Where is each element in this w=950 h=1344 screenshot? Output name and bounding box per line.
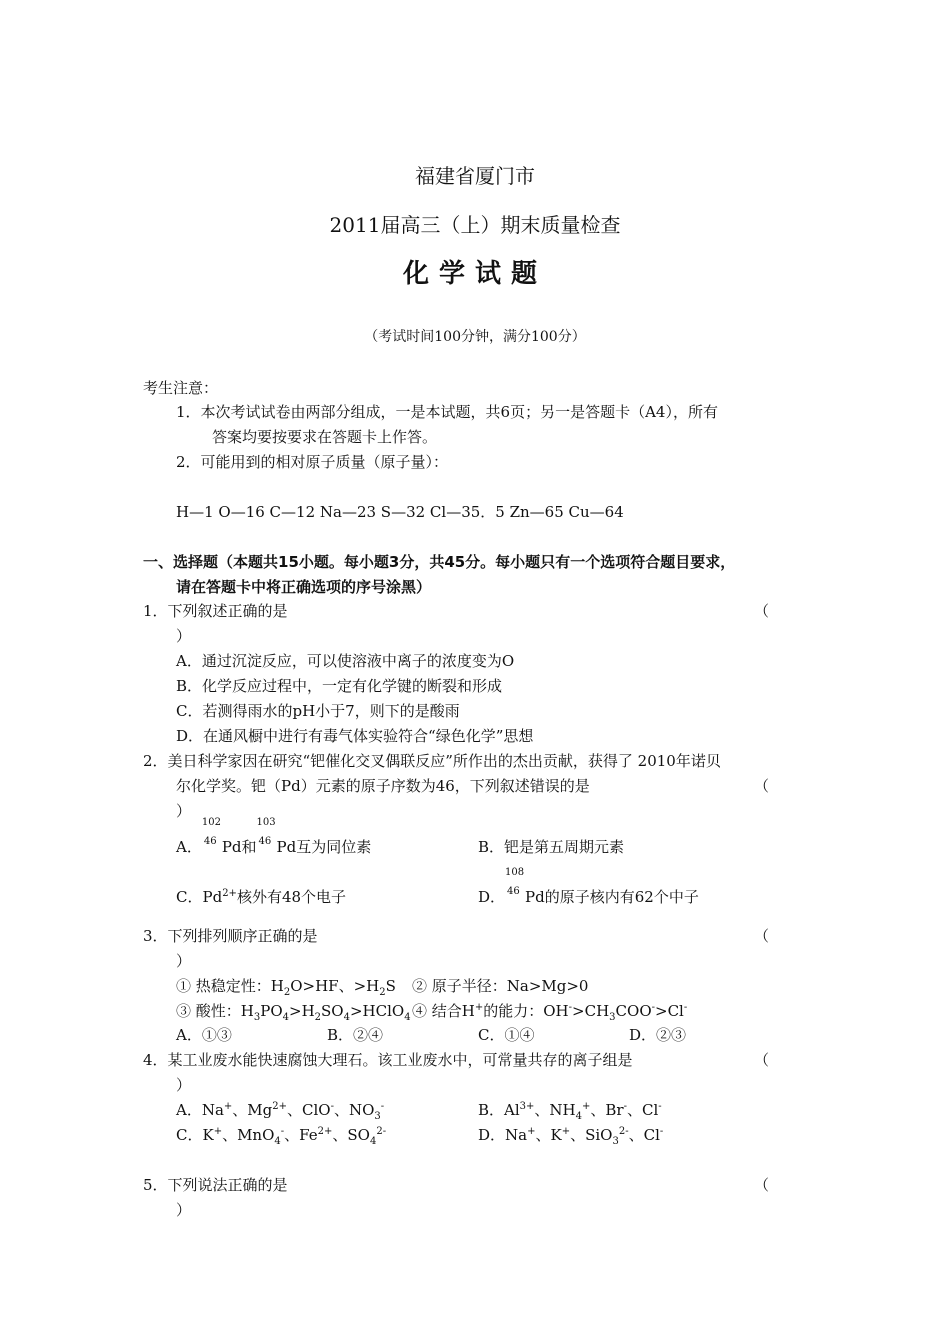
q3-statement-2: ② 原子半径：Na>Mg>0 [412, 977, 589, 995]
notice-heading: 考生注意： [143, 379, 219, 397]
notice-item-1-cont: 答案均要按要求在答题卡上作答。 [212, 428, 438, 446]
answer-paren-open: （ [754, 1051, 770, 1069]
q3-option-b: B．②④ [327, 1026, 384, 1044]
q1-option-c: C．若测得雨水的pH小于7，则下的是酸雨 [176, 702, 460, 720]
isotope-notation: 103 46 [256, 817, 276, 847]
q3-statement-4: ④ 结合H+的能力：$OH^->CH_3COO^->Cl^-$ [412, 1002, 688, 1023]
atomic-masses: H—1 O—16 C—12 Na—23 S—32 Cl—35．5 Zn—65 Cu—64 [176, 503, 624, 521]
q2-stem: 2．美日科学家因在研究“钯催化交叉偶联反应”所作出的杰出贡献，获得了 2010年诺贝 [143, 752, 721, 770]
q5-stem: 5．下列说法正确的是 [143, 1176, 288, 1194]
subject-title: 化学试题 [402, 259, 547, 289]
q2-option-b: B．钯是第五周期元素 [478, 838, 625, 856]
answer-paren-open: （ [754, 1176, 770, 1194]
q3-stem: 3．下列排列顺序正确的是 [143, 927, 318, 945]
q1-option-d: D．在通风橱中进行有毒气体实验符合“绿色化学”思想 [176, 727, 534, 745]
q3-option-d: D．②③ [629, 1026, 687, 1044]
q4-stem: 4．某工业废水能快速腐蚀大理石。该工业废水中，可常量共存的离子组是 [143, 1051, 633, 1069]
answer-paren-close: ） [176, 627, 192, 645]
q4-option-c: C．K+、MnO$_4$-、$Fe^{2+}$、$SO_4^{2-}$ [176, 1126, 387, 1147]
section-heading: 一、选择题（本题共15小题。每小题3分，共45分。每小题只有一个选项符合题目要求， [143, 553, 736, 571]
region-title: 福建省厦门市 [415, 164, 535, 188]
q3-statement-1: ① 热稳定性：$H_2O>HF$、$>H_2S$ [176, 977, 396, 998]
answer-paren-close: ） [176, 1076, 192, 1094]
q2-option-d: D． 108 46 Pd的原子核内有62个中子 [478, 867, 699, 906]
q4-option-d: D．Na+、K+、SiO$_3^{2-}$、Cl- [478, 1126, 664, 1147]
q3-option-a: A．①③ [176, 1026, 232, 1044]
answer-paren-open: （ [754, 927, 770, 945]
answer-paren-open: （ [754, 602, 770, 620]
q2-option-a: A． 102 46 Pd和 103 46 Pd互为同位素 [176, 817, 372, 856]
section-heading-cont: 请在答题卡中将正确选项的序号涂黑） [176, 578, 432, 596]
notice-item-1: 1．本次考试试卷由两部分组成，一是本试题，共6页；另一是答题卡（A4），所有 [176, 403, 718, 421]
q4-option-a: A．Na+、$Mg^{2+}$、ClO-、$NO_3^-$ [176, 1101, 385, 1122]
q2-option-c: C．$Pd^{2+}$核外有48个电子 [176, 888, 347, 906]
isotope-notation: 102 46 [201, 817, 221, 847]
answer-paren-close: ） [176, 952, 192, 970]
q1-option-b: B．化学反应过程中，一定有化学键的断裂和形成 [176, 677, 503, 695]
q3-statement-3: ③ 酸性：$H_3PO_4>H_2SO_4>HClO_4$ [176, 1002, 411, 1023]
q2-stem-cont: 尔化学奖。钯（Pd）元素的原子序数为46，下列叙述错误的是 [176, 777, 590, 795]
q3-option-c: C．①④ [478, 1026, 535, 1044]
exam-title: 2011届高三（上）期末质量检查 [329, 213, 621, 237]
q1-option-a: A．通过沉淀反应，可以使溶液中离子的浓度变为O [176, 652, 515, 670]
answer-paren-open: （ [754, 777, 770, 795]
answer-paren-close: ） [176, 1201, 192, 1219]
q1-stem: 1．下列叙述正确的是 [143, 602, 288, 620]
q4-option-b: B．$Al^{3+}$、$NH_4^+$、Br-、Cl- [478, 1101, 662, 1122]
isotope-notation: 108 46 [505, 867, 525, 897]
notice-item-2: 2．可能用到的相对原子质量（原子量）： [176, 453, 449, 471]
answer-paren-close: ） [176, 802, 192, 820]
time-note: （考试时间100分钟，满分100分） [364, 329, 586, 345]
